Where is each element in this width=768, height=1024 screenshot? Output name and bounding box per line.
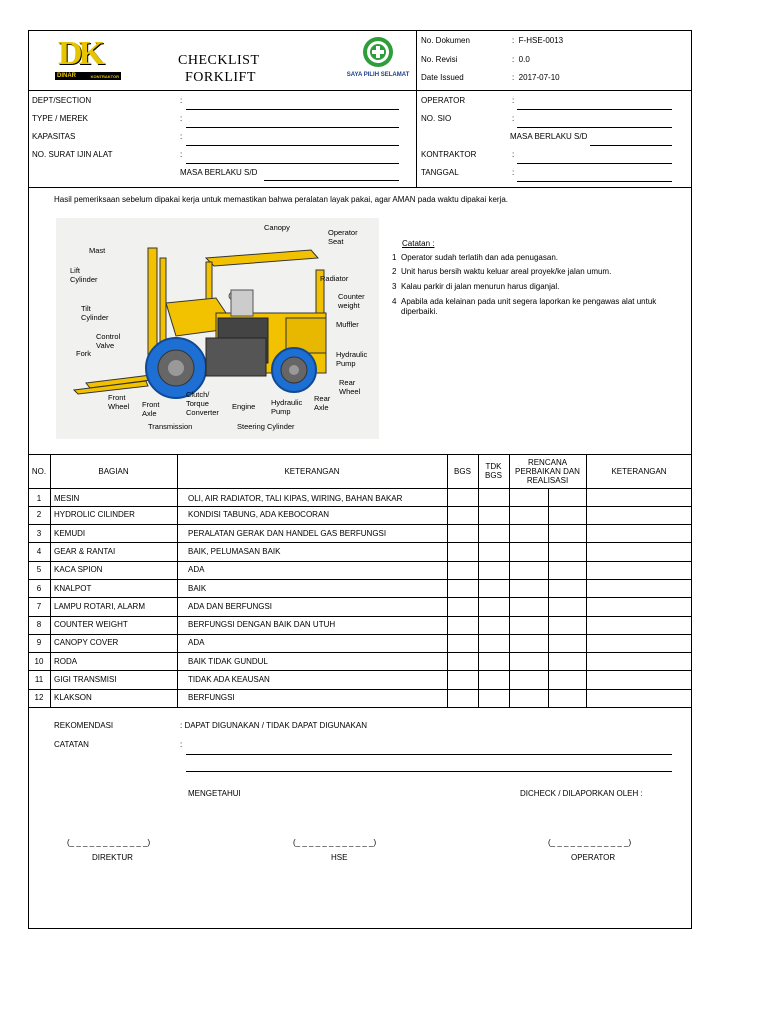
dicheck-label: DICHECK / DILAPORKAN OLEH : — [520, 789, 643, 798]
info-label-tanggal: TANGGAL — [421, 168, 459, 177]
info-line-masa-right — [590, 145, 672, 146]
row-no: 7 — [36, 602, 42, 611]
info-line-kontraktor — [517, 163, 672, 164]
rekomendasi-value: : DAPAT DIGUNAKAN / TIDAK DAPAT DIGUNAKAN — [180, 721, 367, 730]
info-line-sio — [517, 127, 672, 128]
intro-text: Hasil pemeriksaan sebelum dipakai kerja untuk memastikan bahwa peralatan layak pakai, agar AMAN pada waktu dipakai kerja. — [54, 195, 509, 204]
diagram-label: Steering Cylinder — [237, 422, 295, 431]
table-header-keterangan2: KETERANGAN — [611, 466, 667, 476]
row-bagian: HYDROLIC CILINDER — [54, 510, 135, 519]
row-keterangan: BAIK TIDAK GUNDUL — [188, 657, 268, 666]
doc-field-value: : 0.0 — [512, 55, 530, 64]
row-no: 12 — [34, 693, 44, 702]
row-no: 2 — [36, 510, 42, 519]
info-line-tanggal — [517, 181, 672, 182]
note-number: 2 — [392, 267, 397, 276]
row-no: 6 — [36, 584, 42, 593]
doc-field-label: No. Revisi — [421, 55, 458, 64]
table-header-line — [28, 488, 692, 489]
catatan-label: CATATAN — [54, 740, 89, 749]
diagram-label: Counter weight — [338, 292, 365, 310]
row-keterangan: ADA DAN BERFUNGSI — [188, 602, 273, 611]
diagram-label: Fork — [76, 349, 91, 358]
diagram-label: Control Valve — [96, 332, 121, 350]
table-row-line — [28, 542, 692, 543]
diagram-label: Rear Wheel — [339, 378, 361, 396]
table-header-no: NO. — [31, 466, 47, 476]
logo-caption-bar — [55, 72, 121, 80]
info-colon: : — [512, 150, 515, 159]
note-number: 4 — [392, 297, 397, 306]
safety-badge — [344, 34, 412, 84]
signatory-operator: OPERATOR — [571, 853, 616, 862]
info-line-kapasitas — [186, 145, 399, 146]
row-bagian: RODA — [54, 657, 78, 666]
diagram-label: Mast — [89, 246, 106, 255]
row-no: 8 — [36, 620, 42, 629]
diagram-label: Canopy — [264, 223, 290, 232]
row-bagian: KNALPOT — [54, 584, 92, 593]
doc-field-label: No. Dokumen — [421, 36, 470, 45]
diagram-label: Hydraulic Pump — [271, 398, 303, 416]
info-colon: : — [180, 150, 183, 159]
notes-title: Catatan : — [402, 239, 435, 248]
header-divider — [416, 30, 417, 90]
info-line-masa-left — [264, 180, 399, 181]
forklift-diagram — [56, 218, 379, 439]
info-bottom-line — [28, 187, 692, 188]
table-row-line — [28, 652, 692, 653]
mengetahui-label: MENGETAHUI — [188, 789, 241, 798]
row-keterangan: BAIK — [188, 584, 207, 593]
catatan-colon: : — [180, 740, 183, 749]
table-header-tdk-bgs: TDK BGS — [485, 462, 502, 480]
form-title-line2: FORKLIFT — [185, 70, 256, 85]
row-bagian: MESIN — [54, 494, 80, 503]
note-number: 1 — [392, 253, 397, 262]
info-divider — [416, 90, 417, 187]
table-row-line — [28, 579, 692, 580]
info-line-surat-ijin — [186, 163, 399, 164]
logo-caption-right: KONTRAKTOR — [90, 73, 119, 79]
info-colon: : — [512, 168, 515, 177]
signature-blank-operator: (_ _ _ _ _ _ _ _ _ _ _ _) — [548, 838, 632, 847]
safety-badge-caption: SAYA PILIH SELAMAT — [346, 72, 410, 78]
table-row-line — [28, 616, 692, 617]
info-label-masa-right: MASA BERLAKU S/D — [510, 132, 588, 141]
diagram-label: Operator Seat — [328, 228, 358, 246]
row-bagian: LAMPU ROTARI, ALARM — [54, 602, 145, 611]
table-bottom-line — [28, 707, 692, 708]
info-label-sio: NO. SIO — [421, 114, 452, 123]
table-header-bgs: BGS — [454, 466, 471, 476]
info-label-type: TYPE / MEREK — [32, 114, 89, 123]
note-number: 3 — [392, 282, 397, 291]
signatory-direktur: DIREKTUR — [92, 853, 133, 862]
row-no: 9 — [36, 638, 42, 647]
row-keterangan: ADA — [188, 565, 205, 574]
row-bagian: GEAR & RANTAI — [54, 547, 116, 556]
logo-caption-left: DINAR — [57, 73, 76, 79]
diagram-label: Hydraulic Pump — [336, 350, 368, 368]
signature-blank-direktur: (_ _ _ _ _ _ _ _ _ _ _ _) — [67, 838, 151, 847]
info-label-surat-ijin: NO. SURAT IJIN ALAT — [32, 150, 113, 159]
diagram-label: Transmission — [148, 422, 193, 431]
info-colon: : — [180, 132, 183, 141]
row-bagian: KACA SPION — [54, 565, 103, 574]
row-no: 4 — [36, 547, 42, 556]
rekomendasi-label: REKOMENDASI — [54, 721, 114, 730]
info-label-operator: OPERATOR — [421, 96, 466, 105]
info-label-masa-left: MASA BERLAKU S/D — [180, 168, 258, 177]
row-no: 3 — [36, 529, 42, 538]
table-row-line — [28, 597, 692, 598]
catatan-line — [186, 771, 672, 772]
info-line-type — [186, 127, 399, 128]
note-text: Unit harus bersih waktu keluar areal proyek/ke jalan umum. — [401, 267, 612, 276]
form-title-line1: CHECKLIST — [178, 53, 260, 68]
table-header-rencana: RENCANA PERBAIKAN DAN REALISASI — [515, 457, 580, 485]
info-label-kontraktor: KONTRAKTOR — [421, 150, 477, 159]
company-logo — [55, 35, 121, 84]
table-row-line — [28, 506, 692, 507]
row-keterangan: BAIK, PELUMASAN BAIK — [188, 547, 281, 556]
row-no: 1 — [36, 494, 42, 503]
info-colon: : — [512, 114, 515, 123]
row-no: 5 — [36, 565, 42, 574]
row-keterangan: OLI, AIR RADIATOR, TALI KIPAS, WIRING, BAHAN BAKAR — [188, 494, 403, 503]
diagram-label: Front Wheel — [108, 393, 130, 411]
diagram-label: Engine — [232, 402, 256, 411]
info-label-dept: DEPT/SECTION — [32, 96, 92, 105]
row-keterangan: TIDAK ADA KEAUSAN — [188, 675, 270, 684]
signatory-hse: HSE — [331, 853, 348, 862]
info-colon: : — [512, 96, 515, 105]
doc-field-value: : 2017-07-10 — [512, 73, 560, 82]
doc-field-value: : F-HSE-0013 — [512, 36, 564, 45]
row-keterangan: BERFUNGSI DENGAN BAIK DAN UTUH — [188, 620, 336, 629]
diagram-label: Muffler — [336, 320, 359, 329]
diagram-label: Radiator — [320, 274, 349, 283]
row-no: 11 — [34, 675, 44, 684]
row-keterangan: BERFUNGSI — [188, 693, 235, 702]
row-keterangan: ADA — [188, 638, 205, 647]
row-bagian: COUNTER WEIGHT — [54, 620, 128, 629]
table-row-line — [28, 561, 692, 562]
note-text: Operator sudah terlatih dan ada penugasan. — [401, 253, 559, 262]
doc-field-label: Date Issued — [421, 73, 464, 82]
info-colon: : — [180, 96, 183, 105]
row-bagian: CANOPY COVER — [54, 638, 119, 647]
row-keterangan: PERALATAN GERAK DAN HANDEL GAS BERFUNGSI — [188, 529, 387, 538]
header-bottom-line — [28, 90, 692, 91]
safety-badge-icon — [344, 34, 412, 72]
note-text: Apabila ada kelainan pada unit segera laporkan ke pengawas alat untuk diperbaiki. — [401, 297, 657, 316]
table-row-line — [28, 670, 692, 671]
row-bagian: GIGI TRANSMISI — [54, 675, 117, 684]
diagram-label: Rear Axle — [314, 394, 331, 412]
row-no: 10 — [34, 657, 44, 666]
diagram-label: Tilt Cylinder — [81, 304, 109, 322]
info-line-dept — [186, 109, 399, 110]
row-bagian: KEMUDI — [54, 529, 86, 538]
catatan-line — [186, 754, 672, 755]
table-row-line — [28, 524, 692, 525]
diagram-label: Front Axle — [142, 400, 160, 418]
table-row-line — [28, 689, 692, 690]
note-text: Kalau parkir di jalan menurun harus diganjal. — [401, 282, 560, 291]
info-line-operator — [517, 109, 672, 110]
table-header-bagian: BAGIAN — [98, 466, 129, 476]
logo-mark: DK — [58, 35, 101, 72]
table-row-line — [28, 634, 692, 635]
row-bagian: KLAKSON — [54, 693, 92, 702]
diagram-label: Lift Cylinder — [70, 266, 98, 284]
info-colon: : — [180, 114, 183, 123]
row-keterangan: KONDISI TABUNG, ADA KEBOCORAN — [188, 510, 330, 519]
info-label-kapasitas: KAPASITAS — [32, 132, 76, 141]
signature-blank-hse: (_ _ _ _ _ _ _ _ _ _ _ _) — [293, 838, 377, 847]
diagram-label: Clutch/ Torque Converter — [186, 390, 219, 417]
table-header-keterangan: KETERANGAN — [284, 466, 340, 476]
